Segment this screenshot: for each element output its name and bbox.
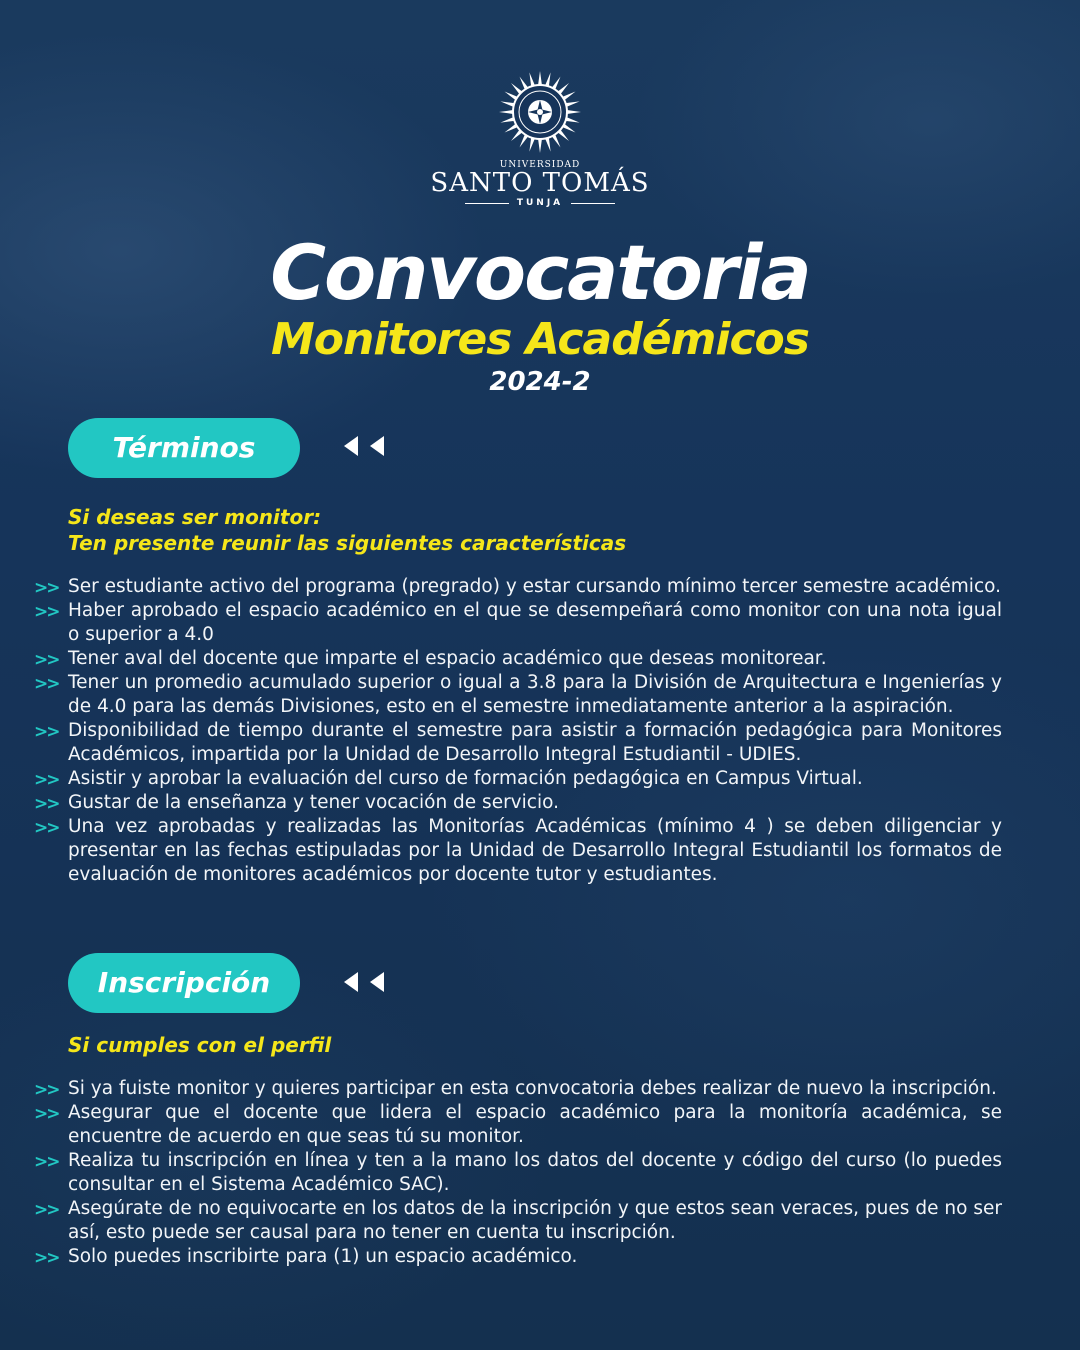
list-item: >> Gustar de la enseñanza y tener vocación de servicio. — [34, 792, 559, 814]
period-label: 2024-2 — [489, 367, 591, 397]
double-chevron-right-icon: >> — [34, 1080, 59, 1100]
double-triangle-left-icon — [342, 971, 386, 993]
double-triangle-left-icon — [342, 435, 386, 457]
list-item: >> Disponibilidad de tiempo durante el semestre para asistir a formación pedagógica para Monitores Académicos, impartida por la Unidad de Desarrollo Integral Estudiantil - UDIES. — [34, 720, 1002, 765]
page-subtitle: Monitores Académicos — [271, 314, 809, 365]
double-chevron-right-icon: >> — [34, 1248, 59, 1268]
university-sun-seal-icon — [498, 70, 582, 154]
logo-city: TUNJA — [516, 198, 564, 208]
terminos-lead-2: Ten presente reunir las siguientes características — [68, 531, 627, 555]
terminos-list — [34, 575, 1002, 887]
list-item: >> Asegurar que el docente que lidera el espacio académico para la monitoría académica, se encuentre de acuerdo en que seas tú su monitor. — [34, 1102, 1002, 1147]
inscripcion-lead: Si cumples con el perfil — [68, 1033, 332, 1057]
list-item: >> Si ya fuiste monitor y quieres participar en esta convocatoria debes realizar de nuevo la inscripción. — [34, 1078, 997, 1100]
double-chevron-right-icon: >> — [34, 602, 59, 622]
double-chevron-right-icon: >> — [34, 722, 59, 742]
logo-univ-label: UNIVERSIDAD — [499, 160, 581, 170]
university-logo — [0, 70, 1080, 208]
terminos-heading-badge: Términos — [68, 418, 300, 478]
logo-divider — [465, 203, 509, 204]
inscripcion-heading-badge: Inscripción — [68, 953, 300, 1013]
double-chevron-right-icon: >> — [34, 674, 59, 694]
logo-divider — [571, 203, 615, 204]
double-chevron-right-icon: >> — [34, 1104, 59, 1124]
logo-name: SANTO TOMÁS — [430, 168, 650, 198]
list-item: >> Asistir y aprobar la evaluación del curso de formación pedagógica en Campus Virtual. — [34, 768, 863, 790]
list-item: >> Asegúrate de no equivocarte en los datos de la inscripción y que estos sean veraces, pues de no ser así, esto puede ser causal para no tener en cuenta tu inscripción. — [34, 1198, 1002, 1243]
list-item: >> Tener un promedio acumulado superior o igual a 3.8 para la División de Arquitectura e Ingenierías y de 4.0 para las demás Divisiones, esto en el semestre inmediatamente anterior a la aspiración. — [34, 672, 1002, 717]
double-chevron-right-icon: >> — [34, 578, 59, 598]
page-title: Convocatoria — [270, 228, 810, 317]
double-chevron-right-icon: >> — [34, 1200, 59, 1220]
terminos-lead-1: Si deseas ser monitor: — [68, 505, 322, 529]
list-item: >> Solo puedes inscribirte para (1) un espacio académico. — [34, 1246, 578, 1268]
list-item: >> Realiza tu inscripción en línea y ten a la mano los datos del docente y código del curso (lo puedes consultar en el Sistema Académico SAC). — [34, 1150, 1002, 1195]
list-item: >> Haber aprobado el espacio académico en el que se desempeñará como monitor con una nota igual o superior a 4.0 — [34, 600, 1002, 645]
double-chevron-right-icon: >> — [34, 818, 59, 838]
list-item: >> Ser estudiante activo del programa (pregrado) y estar cursando mínimo tercer semestre académico. — [34, 576, 1001, 598]
inscripcion-list — [34, 1077, 1002, 1269]
double-chevron-right-icon: >> — [34, 1152, 59, 1172]
list-item: >> Tener aval del docente que imparte el espacio académico que deseas monitorear. — [34, 648, 827, 670]
double-chevron-right-icon: >> — [34, 794, 59, 814]
list-item: >> Una vez aprobadas y realizadas las Monitorías Académicas (mínimo 4 ) se deben diligenciar y presentar en las fechas estipuladas por la Unidad de Desarrollo Integral Estudiantil los formatos de evaluación de monitores académicos por docente tutor y estudiantes. — [34, 816, 1002, 885]
double-chevron-right-icon: >> — [34, 650, 59, 670]
double-chevron-right-icon: >> — [34, 770, 59, 790]
